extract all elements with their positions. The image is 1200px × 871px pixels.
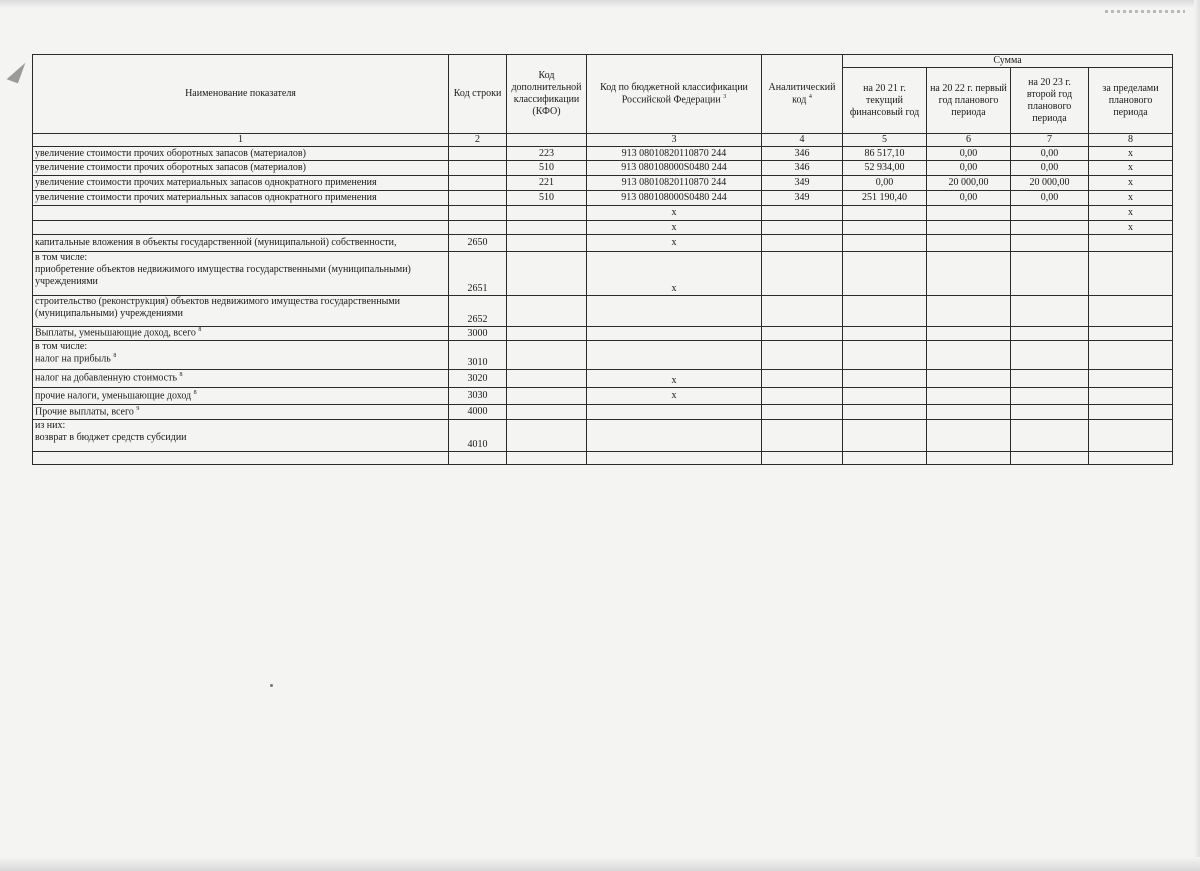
row-name-detail: возврат в бюджет средств субсидии [35,432,187,443]
row-code: 2650 [449,235,507,252]
row-kbk: 913 080108000S0480 244 [587,191,762,206]
row-name-prefix: в том числе: [35,341,88,352]
row-name: строительство (реконструкция) объектов недвижимого имущества государственными (муниципальными) учреждениями [33,296,449,327]
row-kfo [507,370,587,388]
row-name: увеличение стоимости прочих материальных запасов однократного применения [33,191,449,206]
row-y3 [1011,296,1089,327]
row-code [449,191,507,206]
row-code [449,221,507,235]
row-y4 [1089,452,1173,465]
scan-right-edge [1194,0,1200,871]
row-y4: x [1089,206,1173,221]
row-name [33,420,449,452]
row-code: 3000 [449,327,507,341]
financial-plan-table [32,54,1173,465]
row-y2 [927,221,1011,235]
col-number-1: 1 [33,134,449,147]
row-y2: 0,00 [927,161,1011,176]
table-row [33,370,1173,388]
row-code [449,161,507,176]
row-y4 [1089,420,1173,452]
row-y2 [927,296,1011,327]
row-analytic [762,420,843,452]
row-code [449,176,507,191]
row-name: увеличение стоимости прочих оборотных запасов (материалов) [33,161,449,176]
row-y3 [1011,235,1089,252]
row-kfo: 223 [507,147,587,161]
row-analytic [762,252,843,296]
scan-bottom-edge [0,857,1200,871]
row-y3: 0,00 [1011,147,1089,161]
row-code: 3030 [449,388,507,405]
row-name-detail-wrap [35,353,446,365]
table-row [33,191,1173,206]
row-name [33,221,449,235]
row-y1 [843,370,927,388]
row-kfo [507,206,587,221]
col-number-5: 5 [843,134,927,147]
col-number-4: 4 [762,134,843,147]
row-y2 [927,452,1011,465]
row-y3 [1011,452,1089,465]
row-y3: 20 000,00 [1011,176,1089,191]
row-name [33,370,449,388]
row-y4 [1089,296,1173,327]
row-name-footnote: 9 [136,405,140,412]
row-analytic [762,452,843,465]
scan-artifact-stripe [1105,10,1185,13]
header-analytic-text: Аналитический код [768,81,836,106]
row-analytic: 349 [762,191,843,206]
row-kbk: x [587,221,762,235]
row-kfo [507,252,587,296]
row-y2: 0,00 [927,191,1011,206]
header-name: Наименование показателя [33,55,449,134]
row-y1 [843,296,927,327]
row-kfo: 510 [507,191,587,206]
row-kbk [587,420,762,452]
row-name [33,206,449,221]
row-kfo [507,452,587,465]
row-name-text: прочие налоги, уменьшающие доход [35,390,192,402]
row-analytic [762,221,843,235]
row-y1 [843,252,927,296]
row-analytic: 349 [762,176,843,191]
scan-corner-mark [7,59,26,84]
header-year-3: на 20 23 г. второй год планового периода [1011,68,1089,134]
row-name [33,327,449,341]
row-kbk [587,296,762,327]
row-y1 [843,420,927,452]
row-analytic [762,388,843,405]
row-code [449,147,507,161]
col-number-empty [507,134,587,147]
row-kbk: 913 08010820110870 244 [587,176,762,191]
row-name-prefix: в том числе: [35,252,88,263]
header-analytic [762,55,843,134]
row-y3 [1011,370,1089,388]
row-code: 2652 [449,296,507,327]
row-kfo [507,341,587,370]
scan-top-edge [0,0,1200,8]
row-analytic [762,296,843,327]
row-y2 [927,370,1011,388]
table-row [33,206,1173,221]
row-analytic [762,341,843,370]
row-kbk: 913 080108000S0480 244 [587,161,762,176]
row-kfo [507,327,587,341]
col-number-7: 7 [1011,134,1089,147]
row-kbk [587,327,762,341]
row-y2 [927,235,1011,252]
row-code [449,206,507,221]
row-y1: 86 517,10 [843,147,927,161]
row-y4 [1089,327,1173,341]
scan-dust-dot [270,684,273,687]
row-y2 [927,420,1011,452]
row-kfo: 510 [507,161,587,176]
row-name [33,252,449,296]
row-name-text: Выплаты, уменьшающие доход, всего [35,327,196,339]
row-y3 [1011,420,1089,452]
row-analytic: 346 [762,161,843,176]
table-row [33,235,1173,252]
table-row [33,176,1173,191]
row-kbk [587,405,762,420]
row-analytic [762,235,843,252]
row-name-footnote: 8 [179,372,183,379]
table-row [33,296,1173,327]
table-row [33,405,1173,420]
row-kbk: x [587,388,762,405]
row-kfo: 221 [507,176,587,191]
row-y3 [1011,206,1089,221]
row-analytic [762,206,843,221]
row-code: 3010 [449,341,507,370]
row-kbk [587,341,762,370]
row-code: 4010 [449,420,507,452]
row-kfo [507,235,587,252]
row-y3 [1011,405,1089,420]
row-y3 [1011,388,1089,405]
header-budget-code-text: Код по бюджетной классификации Российской Федерации [600,81,748,106]
row-kbk: x [587,252,762,296]
header-budget-code [587,55,762,134]
header-row-1 [33,55,1173,68]
row-kbk: x [587,370,762,388]
row-y2 [927,341,1011,370]
row-name: увеличение стоимости прочих материальных запасов однократного применения [33,176,449,191]
row-y2 [927,252,1011,296]
row-kfo [507,420,587,452]
row-y3 [1011,221,1089,235]
row-name-detail: налог на прибыль [35,353,111,365]
row-code [449,452,507,465]
table-row [33,252,1173,296]
row-y2 [927,388,1011,405]
row-code: 3020 [449,370,507,388]
col-number-6: 6 [927,134,1011,147]
row-y4 [1089,370,1173,388]
row-analytic [762,327,843,341]
row-analytic [762,370,843,388]
col-number-3: 3 [587,134,762,147]
table-row [33,452,1173,465]
row-y4: x [1089,191,1173,206]
table-row [33,327,1173,341]
row-y3 [1011,327,1089,341]
row-name-detail: приобретение объектов недвижимого имущества государственными (муниципальными) учреждениями [35,264,411,287]
row-name [33,405,449,420]
row-name [33,341,449,370]
row-name: увеличение стоимости прочих оборотных запасов (материалов) [33,147,449,161]
row-y2: 20 000,00 [927,176,1011,191]
row-kfo [507,221,587,235]
row-y1 [843,405,927,420]
header-row-code: Код строки [449,55,507,134]
table-row [33,341,1173,370]
header-year-2: на 20 22 г. первый год планового периода [927,68,1011,134]
row-y1 [843,206,927,221]
row-y4: x [1089,221,1173,235]
row-y1: 0,00 [843,176,927,191]
header-beyond: за пределами планового периода [1089,68,1173,134]
header-year-1: на 20 21 г. текущий финансовый год [843,68,927,134]
row-kfo [507,296,587,327]
row-y1: 52 934,00 [843,161,927,176]
row-y1 [843,235,927,252]
row-y4 [1089,405,1173,420]
row-y3: 0,00 [1011,191,1089,206]
row-y3 [1011,252,1089,296]
row-y2 [927,327,1011,341]
row-y1 [843,221,927,235]
row-name-text: Прочие выплаты, всего [35,406,134,418]
header-sum: Сумма [843,55,1173,68]
table-row [33,388,1173,405]
row-y4: x [1089,161,1173,176]
table-row [33,221,1173,235]
table-row [33,161,1173,176]
row-analytic [762,405,843,420]
header-budget-code-footnote: 3 [723,93,727,100]
row-y2 [927,405,1011,420]
row-kfo [507,405,587,420]
row-name [33,388,449,405]
row-name-text: налог на добавленную стоимость [35,372,178,384]
row-y3: 0,00 [1011,161,1089,176]
row-kbk: x [587,235,762,252]
row-name-prefix: из них: [35,420,66,431]
table-row [33,147,1173,161]
row-y2 [927,206,1011,221]
row-kbk: 913 08010820110870 244 [587,147,762,161]
row-kbk [587,452,762,465]
row-y4 [1089,252,1173,296]
row-y1 [843,388,927,405]
row-analytic: 346 [762,147,843,161]
row-kfo [507,388,587,405]
header-kfo: Код дополнительной классификации (КФО) [507,55,587,134]
col-number-8: 8 [1089,134,1173,147]
col-number-2: 2 [449,134,507,147]
table-row [33,420,1173,452]
row-y4 [1089,341,1173,370]
row-name [33,452,449,465]
row-y1 [843,452,927,465]
row-name-footnote: 8 [193,389,197,396]
row-y4: x [1089,176,1173,191]
row-y1: 251 190,40 [843,191,927,206]
row-name-footnote: 8 [198,327,202,334]
row-y3 [1011,341,1089,370]
header-analytic-footnote: 4 [808,93,812,100]
row-kbk: x [587,206,762,221]
row-code: 4000 [449,405,507,420]
row-y4 [1089,235,1173,252]
row-y1 [843,327,927,341]
row-y4 [1089,388,1173,405]
row-y4: x [1089,147,1173,161]
row-name: капитальные вложения в объекты государственной (муниципальной) собственности, [33,235,449,252]
column-number-row [33,134,1173,147]
row-code: 2651 [449,252,507,296]
row-y2: 0,00 [927,147,1011,161]
row-y1 [843,341,927,370]
row-name-footnote: 8 [113,353,117,359]
